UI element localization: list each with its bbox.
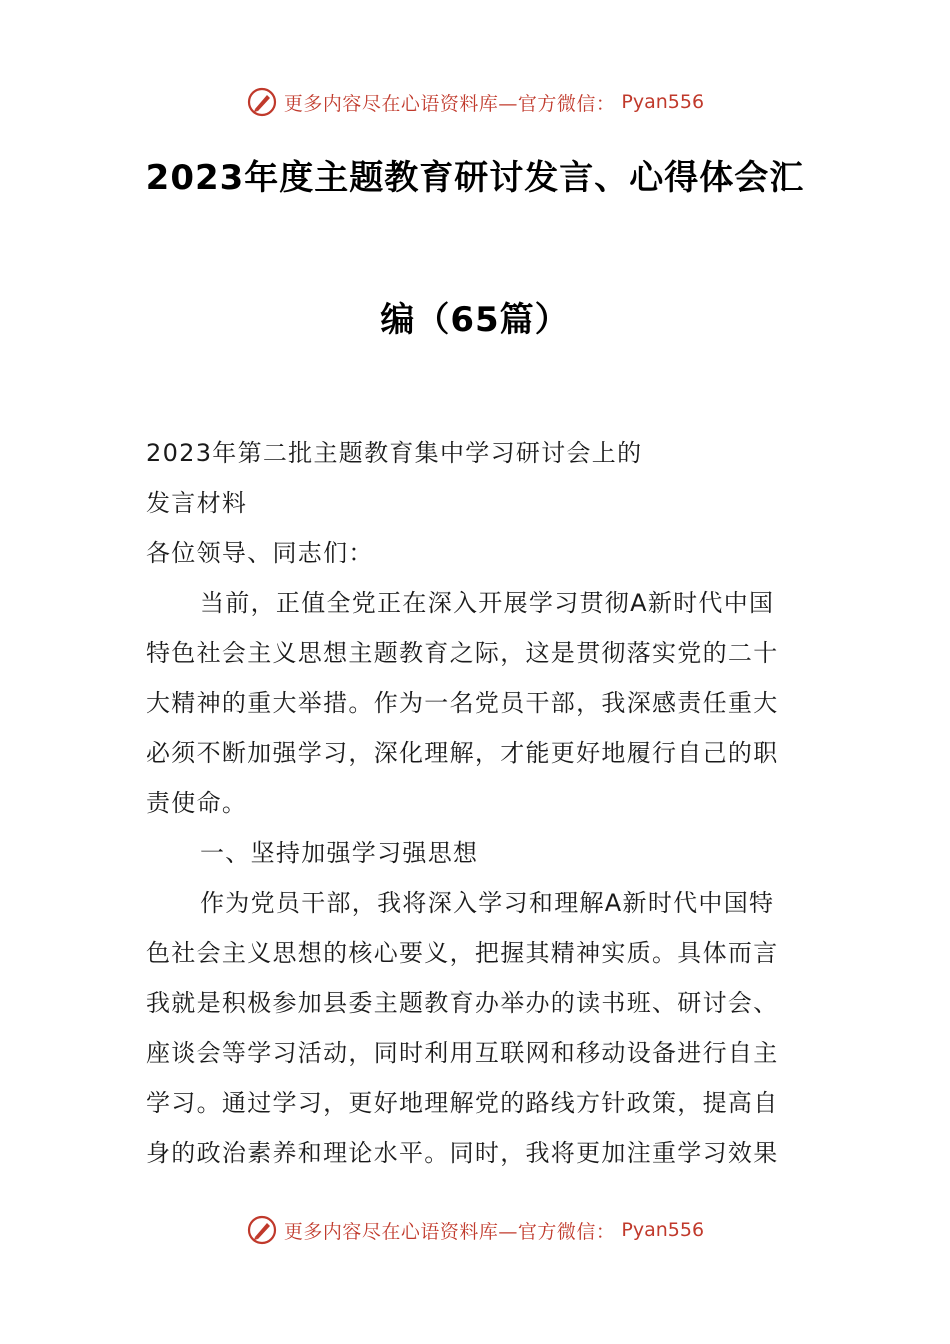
- paragraph-2: [146, 878, 816, 1178]
- paragraph-line: 必须不断加强学习，深化理解，才能更好地履行自己的职: [146, 739, 779, 767]
- document-body-intro: [146, 428, 816, 578]
- paragraph-line: 色社会主义思想的核心要义，把握其精神实质。具体而言: [146, 939, 779, 967]
- watermark-account: Pyan556: [621, 91, 705, 113]
- paragraph-line: 特色社会主义思想主题教育之际，这是贯彻落实党的二十: [146, 639, 779, 667]
- watermark-header: [0, 82, 950, 122]
- document-title-line-2: 编（65篇）: [380, 300, 570, 340]
- subtitle-line-2: 发言材料: [146, 489, 248, 517]
- section-heading-1: [146, 828, 816, 878]
- subtitle-line-1: 2023年第二批主题教育集中学习研讨会上的: [146, 439, 643, 467]
- paragraph-1: [146, 578, 816, 828]
- paragraph-line: 身的政治素养和理论水平。同时，我将更加注重学习效果: [146, 1139, 779, 1167]
- paragraph-line: 当前，正值全党正在深入开展学习贯彻A新时代中国: [200, 589, 775, 617]
- document-title-line-1: 2023年度主题教育研讨发言、心得体会汇: [145, 158, 805, 198]
- paragraph-line: 作为党员干部，我将深入学习和理解A新时代中国特: [200, 889, 775, 917]
- paragraph-line: 责使命。: [146, 789, 248, 817]
- watermark-text: 更多内容尽在心语资料库—官方微信：: [283, 92, 616, 115]
- paragraph-line: 座谈会等学习活动，同时利用互联网和移动设备进行自主: [146, 1039, 779, 1067]
- paragraph-line: 学习。通过学习，更好地理解党的路线方针政策，提高自: [146, 1089, 779, 1117]
- section-heading: 一、坚持加强学习强思想: [200, 839, 479, 867]
- pen-circle-icon: [246, 86, 278, 118]
- paragraph-line: 大精神的重大举措。作为一名党员干部，我深感责任重大: [146, 689, 779, 717]
- pen-circle-icon: [246, 1214, 278, 1246]
- paragraph-line: 我就是积极参加县委主题教育办举办的读书班、研讨会、: [146, 989, 779, 1017]
- salutation: 各位领导、同志们：: [146, 539, 374, 567]
- watermark-account: Pyan556: [621, 1219, 705, 1241]
- watermark-text: 更多内容尽在心语资料库—官方微信：: [283, 1220, 616, 1243]
- watermark-footer: [0, 1210, 950, 1250]
